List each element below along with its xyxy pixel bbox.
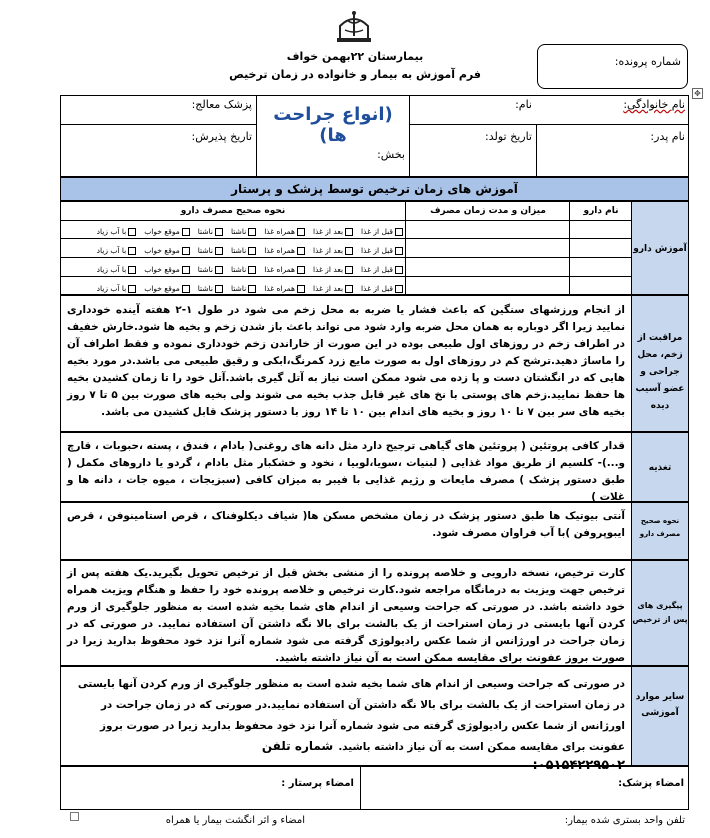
nurse-signature[interactable]: امضاء پرستار : <box>281 778 354 789</box>
form-title: فرم آموزش به بیمار و خانواده در زمان ترخیص <box>229 68 481 81</box>
wound-care-text: از انجام ورزشهای سنگین که باعث فشار یا ضربه به محل زخم می شود در طول ۱-۲ هفته آینده خودداری نمایید زیرا اگر دوباره به همان محل ضربه وارد شود می تواند باعث باز شدن زخم و بخیه ها شود.خارش خفیف در اطراف زخم در روزهای اول طبیعی بوده در این صورت از خاراندن زخم خودداری نموده و فقط اطراف آن را ماساژ دهید.ترشح کم در روزهای اول به صورت مایع زرد کمرنگ،ابکی و رقیق طبیعی می باشد.در مورد بخیه هایی که در انگشتان دست و پا زده می شود ممکن است نیاز به آتل گیری باشد.آتل خود را تا زمان کشیدن بخیه ها حفظ نمایید.زخم های پوستی با نخ های غیر قابل جذب بخیه می شوند ولی بخیه های صورت بین ۵ تا ۷ روز بخیه های سر بین ۷ تا ۱۰ روز و بخیه های اندام بین ۱۰ تا ۱۴ روز با دستور پزشک قابل کشیدن می باشد. <box>60 295 632 432</box>
followup-text: کارت ترخیص، نسخه دارویی و خلاصه پرونده را از منشی بخش قبل از ترخیص تحویل بگیرید.یک هفته پس از ترخیص جهت ویزیت به درمانگاه مراجعه شود.کارت ترخیص و خلاصه پرونده خود را حفظ و هنگام ویزیت همراه خود داشته باشد. در صورتی که جراحت وسیعی از اندام های شما بخیه شده است به منظور جلوگیری از ورم کردن آنها بایستی در زمان استراحت از یک بالشت برای بالا نگه داشتن آن استفاده نمایید. در صورتی که در زمان جراحت در اورژانس از شما عکس رادیولوژی گرفته می شود شماره آنرا نزد خود محفوظ بدارید زیرا در صورت بروز عفونت برای مقایسه ممکن است به آن نیاز داشته باشید. <box>60 560 632 666</box>
surgery-type-title: (انواع جراحت ها) <box>273 104 393 146</box>
logo-emblem-icon <box>333 8 375 46</box>
move-handle-icon[interactable]: ✥ <box>692 88 703 99</box>
footer-checkbox[interactable] <box>70 812 79 821</box>
option-bedtime[interactable]: موقع خواب <box>144 241 190 260</box>
section-title: آموزش های زمان ترخیص توسط پزشک و پرستار <box>60 177 689 201</box>
patient-signature-label: امضاء و اثر انگشت بیمار یا همراه <box>165 815 305 826</box>
birth-date-label: تاریخ تولد: <box>485 130 532 143</box>
physician-label: پزشک معالج: <box>191 98 252 111</box>
option-before-meal[interactable]: قبل از غذا <box>361 222 403 241</box>
other-education-side: سایر موارد آموزشی <box>631 666 689 766</box>
first-name-label: نام: <box>515 98 532 111</box>
drug-option-row <box>63 260 403 279</box>
option-fasting[interactable]: ناشتا <box>231 260 256 279</box>
option-fasting-2[interactable]: ناشتا <box>198 222 223 241</box>
option-after-meal[interactable]: بعد از غذا <box>313 260 353 279</box>
option-much-water[interactable]: با آب زیاد <box>97 241 137 260</box>
option-bedtime[interactable]: موقع خواب <box>144 222 190 241</box>
option-fasting[interactable]: ناشتا <box>231 279 256 298</box>
option-fasting-2[interactable]: ناشتا <box>198 260 223 279</box>
ward-label: بخش: <box>377 148 405 161</box>
ward-field[interactable] <box>260 148 405 161</box>
followup-side: پیگیری های پس از ترخیص <box>631 560 689 666</box>
hospital-logo <box>333 8 375 46</box>
option-with-meal[interactable]: همراه غذا <box>264 260 305 279</box>
option-with-meal[interactable]: همراه غذا <box>264 241 305 260</box>
hospital-name: بیمارستان ۲۲بهمن خواف <box>286 50 424 63</box>
drug-option-row <box>63 241 403 260</box>
option-after-meal[interactable]: بعد از غذا <box>313 279 353 298</box>
physician-field[interactable] <box>62 98 252 111</box>
nutrition-side: تغذیه <box>631 432 689 502</box>
other-education-cell <box>60 666 632 773</box>
admission-date-field[interactable] <box>62 130 252 143</box>
option-with-meal[interactable]: همراه غذا <box>264 279 305 298</box>
wound-care-side: مراقبت از زخم، محل جراحی و عضو آسیب دیده <box>631 295 689 432</box>
drug-option-row <box>63 222 403 241</box>
drug-education-side: آموزش دارو <box>631 201 689 295</box>
option-fasting-2[interactable]: ناشتا <box>198 241 223 260</box>
last-name-field[interactable] <box>540 98 685 111</box>
ward-phone-label: تلفن واحد بستری شده بیمار: <box>564 815 685 826</box>
col-drug-name: نام دارو <box>583 206 619 216</box>
col-dose: میزان و مدت زمان مصرف <box>430 206 546 216</box>
option-before-meal[interactable]: قبل از غذا <box>361 260 403 279</box>
option-after-meal[interactable]: بعد از غذا <box>313 241 353 260</box>
nutrition-text: قدار کافی پروتئین ( پروتئین های گیاهی ترجیح دارد مثل دانه های روغنی( بادام ، فندق ، پسته ،حبوبات ، قارچ و...)- کلسیم از طریق مواد غذایی ( لبنیات ،سویا،لوبیا ، نخود و خشکبار مثل بادام ، گردو یا داروهای مکمل ( طبق دستور پزشک ) مصرف مایعات و رژیم غذایی با فیبر به میزان کافی (سبزیجات ، میوه جات ، دانه ها و غلات ) <box>60 432 632 502</box>
option-bedtime[interactable]: موقع خواب <box>144 260 190 279</box>
phone-number: ۰۵۱۵۴۲۲۹۵۰۲: <box>532 758 625 773</box>
file-number-label: شماره پرونده: <box>614 55 681 68</box>
option-much-water[interactable]: با آب زیاد <box>97 279 137 298</box>
first-name-field[interactable] <box>412 98 532 111</box>
other-education-text: در صورتی که جراحت وسیعی از اندام های شما بخیه شده است به منظور جلوگیری از ورم کردن آنها بایستی در زمان استراحت از یک بالشت برای بالا نگه داشتن آن استفاده نمایید.در صورتی که در زمان جراحت در اورژانس از شما عکس رادیولوژی گرفته می شود شماره آنرا نزد خود محفوظ بدارید زیرا در صورت بروز عفونت برای مقایسه ممکن است به آن نیاز داشته باشید. <box>77 678 625 753</box>
admission-date-label: تاریخ پذیرش: <box>191 130 252 143</box>
option-before-meal[interactable]: قبل از غذا <box>361 279 403 298</box>
phone-label: شماره تلفن <box>261 739 334 753</box>
option-bedtime[interactable]: موقع خواب <box>144 279 190 298</box>
option-with-meal[interactable]: همراه غذا <box>264 222 305 241</box>
physician-signature[interactable]: امضاء پزشک: <box>618 778 684 789</box>
col-usage: نحوه صحیح مصرف دارو <box>180 206 286 216</box>
drug-options-area <box>63 222 403 298</box>
option-after-meal[interactable]: بعد از غذا <box>313 222 353 241</box>
option-much-water[interactable]: با آب زیاد <box>97 260 137 279</box>
father-name-label: نام پدر: <box>650 130 685 143</box>
file-number-box[interactable] <box>537 44 688 89</box>
medication-usage-text: آنتی بیوتیک ها طبق دستور پزشک در زمان مشخص مسکن ها( شیاف دیکلوفناک ، قرص استامینوفن ، قرص ایبوپروفن )با آب فراوان مصرف شود. <box>60 502 632 560</box>
medication-usage-side: نحوه صحیح مصرف دارو <box>631 502 689 560</box>
option-fasting[interactable]: ناشتا <box>231 222 256 241</box>
option-much-water[interactable]: با آب زیاد <box>97 222 137 241</box>
birth-date-field[interactable] <box>412 130 532 143</box>
option-fasting[interactable]: ناشتا <box>231 241 256 260</box>
option-fasting-2[interactable]: ناشتا <box>198 279 223 298</box>
option-before-meal[interactable]: قبل از غذا <box>361 241 403 260</box>
last-name-label: نام خانوادگی: <box>623 98 685 111</box>
father-name-field[interactable] <box>540 130 685 143</box>
